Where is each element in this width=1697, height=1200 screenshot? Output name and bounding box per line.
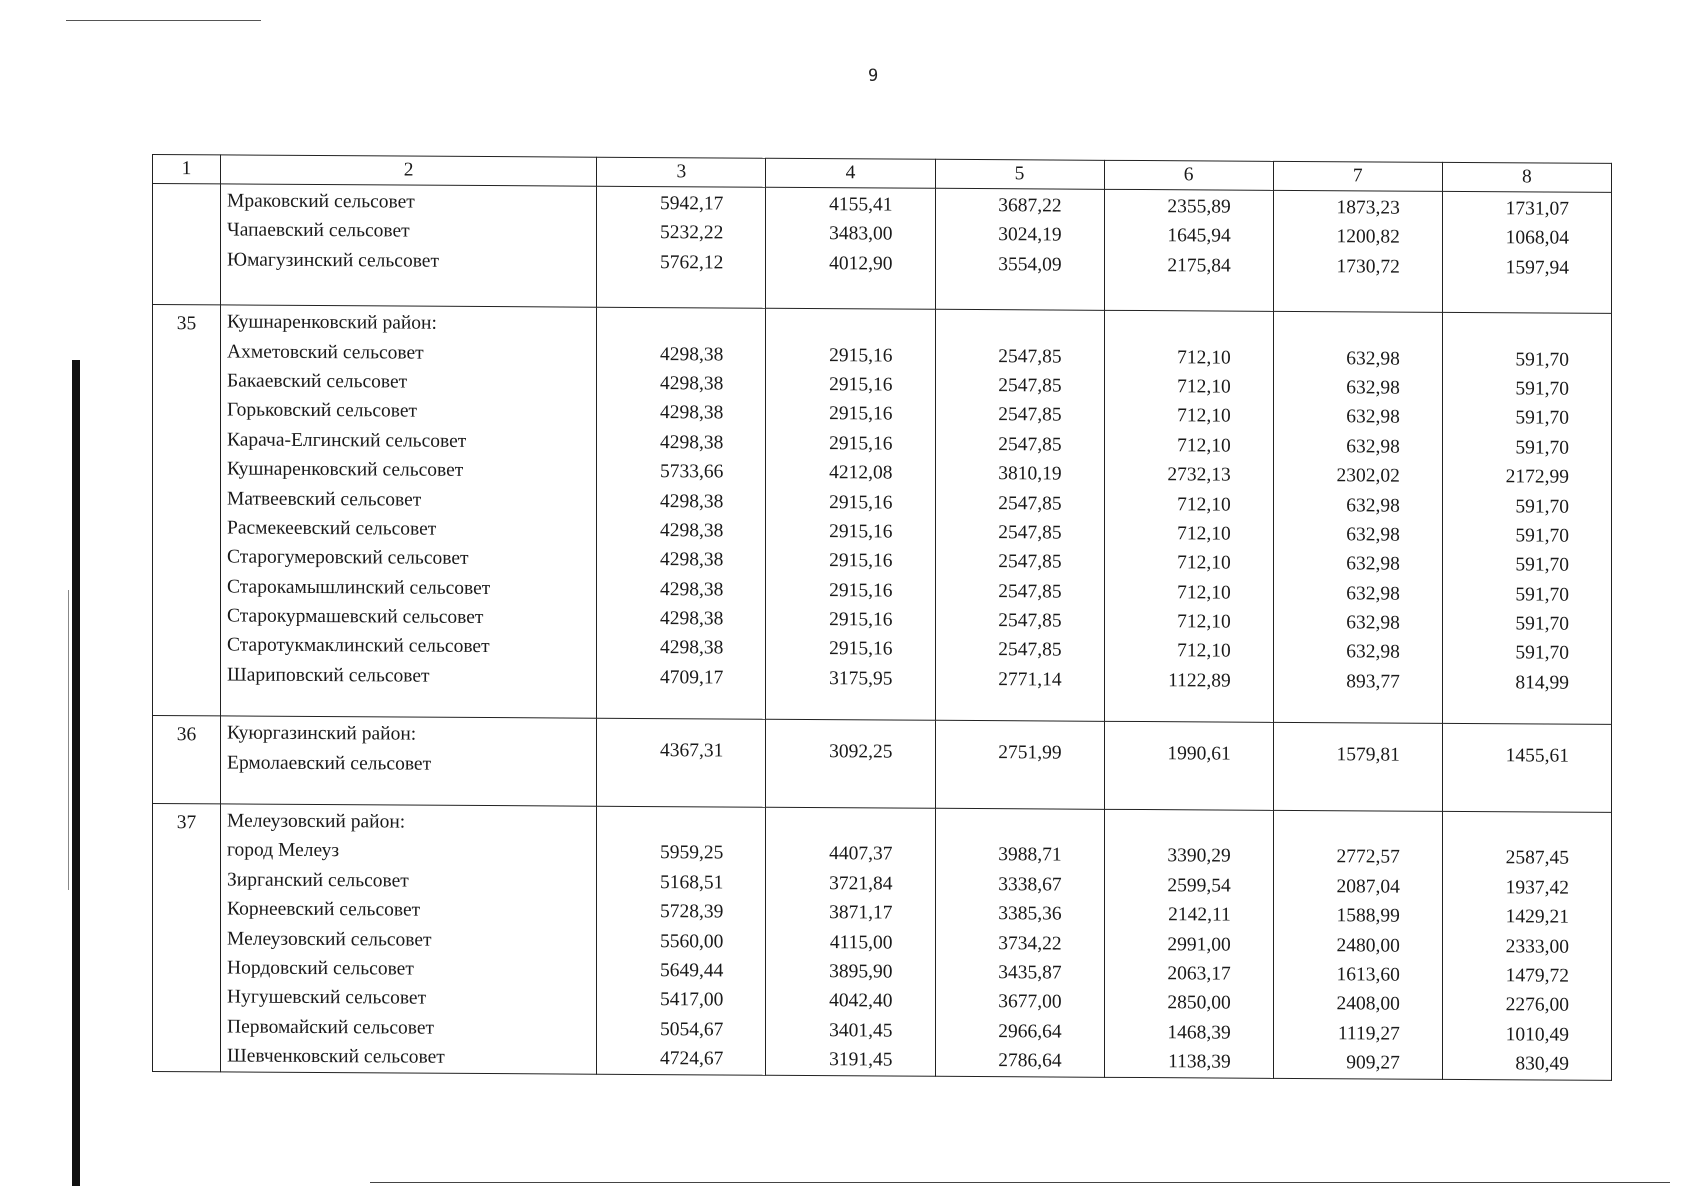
table-cell-value: 712,10 [1177, 346, 1231, 369]
section-names-cell [221, 184, 597, 307]
value-column-cell [1104, 722, 1273, 811]
header-cell: 2 [221, 155, 597, 186]
table-cell-value: 5232,22 [660, 222, 724, 244]
table-cell-value: 2915,16 [829, 432, 893, 455]
table-cell-value: 3024,19 [998, 224, 1062, 246]
table-cell-value: 2480,00 [1336, 934, 1400, 957]
table-cell-value: 2751,99 [998, 742, 1062, 764]
table-cell-value: 2915,16 [829, 609, 893, 631]
table-cell-value: 5728,39 [660, 901, 724, 923]
district-name: Кушнаренковский район: [227, 311, 437, 334]
table-cell-value: 632,98 [1346, 582, 1400, 605]
header-cell: 6 [1104, 160, 1273, 190]
value-column-cell [1442, 724, 1611, 813]
table-section-row [153, 305, 1612, 725]
table-cell-value: 1200,82 [1336, 226, 1400, 249]
settlement-name: Карача-Елгинский сельсовет [227, 429, 467, 452]
scan-artifact-left-thin-line [68, 590, 69, 890]
table-cell-value: 4298,38 [660, 431, 724, 454]
table-cell-value: 3338,67 [998, 873, 1062, 896]
table-cell-value: 2355,89 [1167, 196, 1231, 218]
table-cell-value: 632,98 [1346, 612, 1400, 634]
table-cell-value: 2599,54 [1167, 875, 1231, 897]
header-cell: 3 [597, 157, 766, 187]
table-cell-value: 4709,17 [660, 666, 724, 689]
table-cell-value: 5942,17 [660, 193, 724, 215]
value-column-cell [935, 808, 1104, 1077]
table-cell-value: 4298,38 [660, 402, 724, 424]
table-cell-value: 2408,00 [1336, 993, 1400, 1015]
table-cell-value: 591,70 [1515, 407, 1569, 429]
value-column-cell [1273, 810, 1442, 1079]
table-cell-value: 2302,02 [1336, 465, 1400, 487]
table-cell-value: 712,10 [1177, 405, 1231, 427]
table-cell-value: 2587,45 [1505, 847, 1569, 870]
table-cell-value: 3554,09 [998, 253, 1062, 276]
table-cell-value: 3734,22 [998, 932, 1062, 955]
settlement-name: Старогумеровский сельсовет [227, 546, 469, 570]
table-cell-value: 3435,87 [998, 962, 1062, 984]
table-cell-value: 4367,31 [660, 740, 724, 762]
table-cell-value: 3721,84 [829, 872, 893, 895]
table-cell-value: 830,49 [1515, 1053, 1569, 1075]
value-column-cell [766, 308, 935, 720]
scan-artifact-left-bar [72, 360, 80, 1186]
table-body [153, 155, 1612, 1080]
table-cell-value: 893,77 [1346, 671, 1400, 693]
table-cell-value: 3483,00 [829, 223, 893, 245]
table-cell-value: 2915,16 [829, 344, 893, 367]
table-cell-value: 4298,38 [660, 578, 724, 601]
table-cell-value: 3687,22 [998, 195, 1062, 217]
table-cell-value: 2087,04 [1336, 876, 1400, 898]
table-cell-value: 2547,85 [998, 433, 1062, 456]
section-number: 37 [176, 812, 197, 834]
table-cell-value: 2915,16 [829, 638, 893, 660]
settlement-name: Нордовский сельсовет [227, 957, 414, 980]
table-cell-value: 632,98 [1346, 347, 1400, 370]
table-cell-value: 4298,38 [660, 373, 724, 395]
value-column-cell [935, 188, 1104, 310]
settlement-name: Расмекеевский сельсовет [227, 517, 437, 540]
table-cell-value: 2333,00 [1505, 935, 1569, 958]
table-cell-value: 2732,13 [1167, 464, 1231, 486]
table-cell-value: 712,10 [1177, 523, 1231, 545]
table-cell-value: 632,98 [1346, 494, 1400, 517]
table-cell-value: 5733,66 [660, 461, 724, 483]
scan-artifact-top-line [66, 20, 261, 21]
table-cell-value: 712,10 [1177, 376, 1231, 398]
settlement-name: Бакаевский сельсовет [227, 370, 408, 393]
table-cell-value: 1455,61 [1505, 745, 1569, 767]
table-cell-value: 2547,85 [998, 610, 1062, 632]
table-cell-value: 2547,85 [998, 375, 1062, 397]
section-number-cell [153, 184, 221, 306]
settlement-name: Ермолаевский сельсовет [227, 752, 432, 775]
settlement-name: Шариповский сельсовет [227, 664, 430, 687]
table-cell-value: 632,98 [1346, 377, 1400, 399]
table-cell-value: 2915,16 [829, 403, 893, 425]
district-name: Мелеузовский район: [227, 810, 406, 833]
settlement-name: Ахметовский сельсовет [227, 341, 424, 364]
table-cell-value: 2915,16 [829, 579, 893, 602]
table-cell-value: 2915,16 [829, 550, 893, 572]
table-cell-value: 2547,85 [998, 639, 1062, 662]
table-cell-value: 3385,36 [998, 903, 1062, 925]
table-cell-value: 2915,16 [829, 491, 893, 514]
settlement-name: Старокамышлинский сельсовет [227, 576, 491, 599]
district-name: Куюргазинский район: [227, 722, 417, 745]
table-cell-value: 632,98 [1346, 641, 1400, 664]
table-cell-value: 4298,38 [660, 608, 724, 630]
table-cell-value: 591,70 [1515, 348, 1569, 371]
table-cell-value: 1873,23 [1336, 197, 1400, 219]
table-cell-value: 2771,14 [998, 669, 1062, 691]
table-cell-value: 1119,27 [1337, 1023, 1400, 1045]
value-column-cell [1273, 312, 1442, 724]
settlement-name: Нугушевский сельсовет [227, 986, 427, 1010]
table-cell-value: 5959,25 [660, 842, 724, 864]
table-cell-value: 632,98 [1346, 524, 1400, 546]
table-cell-value: 591,70 [1515, 525, 1569, 547]
table-cell-value: 2915,16 [829, 521, 893, 543]
table-cell-value: 5054,67 [660, 1018, 724, 1041]
table-cell-value: 909,27 [1346, 1052, 1400, 1074]
table-cell-value: 1479,72 [1505, 965, 1569, 987]
table-cell-value: 591,70 [1515, 642, 1569, 665]
table-cell-value: 5417,00 [660, 989, 724, 1011]
table-cell-value: 2547,85 [998, 580, 1062, 603]
table-cell-value: 2547,85 [998, 492, 1062, 515]
data-table [152, 154, 1612, 1080]
table-cell-value: 591,70 [1515, 554, 1569, 576]
table-cell-value: 4012,90 [829, 252, 893, 275]
table-cell-value: 2966,64 [998, 1020, 1062, 1043]
table-cell-value: 1068,04 [1505, 227, 1569, 250]
table-cell-value: 3191,45 [829, 1049, 893, 1071]
header-cell: 8 [1442, 162, 1611, 192]
settlement-name: Горьковский сельсовет [227, 399, 418, 422]
table-cell-value: 2991,00 [1167, 933, 1231, 956]
table-cell-value: 2772,57 [1336, 846, 1400, 869]
table-cell-value: 4298,38 [660, 520, 724, 542]
table-section-row [153, 804, 1612, 1080]
table-cell-value: 2175,84 [1167, 254, 1231, 277]
scan-artifact-bottom-line [370, 1182, 1670, 1183]
section-number: 35 [176, 313, 197, 335]
settlement-name: Корнеевский сельсовет [227, 898, 421, 921]
table-cell-value: 2276,00 [1505, 994, 1569, 1017]
table-cell-value: 4298,38 [660, 549, 724, 571]
value-column-cell [766, 720, 935, 809]
settlement-name: Юмагузинский сельсовет [227, 249, 439, 272]
table-cell-value: 3895,90 [829, 961, 893, 983]
table-cell-value: 712,10 [1177, 434, 1231, 457]
table-cell-value: 2063,17 [1167, 963, 1231, 985]
table-cell-value: 3810,19 [998, 463, 1062, 485]
value-column-cell [597, 307, 766, 719]
table-cell-value: 3988,71 [998, 844, 1062, 866]
table-cell-value: 1937,42 [1505, 877, 1569, 899]
section-names-cell [221, 804, 597, 1074]
section-number-cell [153, 716, 221, 804]
table-cell-value: 1731,07 [1505, 198, 1569, 220]
table-cell-value: 1645,94 [1167, 225, 1231, 247]
settlement-name: Старокурмашевский сельсовет [227, 605, 484, 629]
table-section-row [153, 716, 1612, 813]
table-cell-value: 712,10 [1177, 611, 1231, 633]
table-cell-value: 2547,85 [998, 551, 1062, 573]
table-cell-value: 632,98 [1346, 553, 1400, 575]
value-column-cell [597, 718, 766, 807]
value-column-cell [1104, 310, 1273, 722]
table-cell-value: 591,70 [1515, 613, 1569, 635]
table-cell-value: 2172,99 [1505, 466, 1569, 488]
table-cell-value: 5560,00 [660, 930, 724, 953]
section-number: 36 [176, 724, 197, 746]
value-column-cell [935, 309, 1104, 721]
table-cell-value: 4155,41 [829, 194, 893, 216]
settlement-name: Матвеевский сельсовет [227, 487, 422, 511]
value-column-cell [1273, 723, 1442, 812]
table-cell-value: 3390,29 [1167, 845, 1231, 868]
table-cell-value: 1588,99 [1336, 905, 1400, 927]
table-cell-value: 2850,00 [1167, 992, 1231, 1014]
value-column-cell [1273, 190, 1442, 312]
table-cell-value: 1429,21 [1505, 906, 1569, 928]
section-names-cell [221, 716, 597, 806]
value-column-cell [935, 721, 1104, 810]
table-cell-value: 3175,95 [829, 667, 893, 690]
table-cell-value: 2547,85 [998, 522, 1062, 544]
table-cell-value: 1990,61 [1167, 743, 1231, 765]
value-column-cell [1442, 313, 1611, 725]
table-cell-value: 4212,08 [829, 462, 893, 484]
table-cell-value: 4298,38 [660, 343, 724, 366]
settlement-name: Мелеузовский сельсовет [227, 928, 432, 951]
table-cell-value: 5649,44 [660, 960, 724, 982]
table-cell-value: 2547,85 [998, 404, 1062, 426]
table-cell-value: 4298,38 [660, 490, 724, 513]
value-column-cell [1442, 811, 1611, 1080]
settlement-name: Старотукмаклинский сельсовет [227, 634, 490, 658]
table-cell-value: 1468,39 [1167, 1021, 1231, 1044]
header-cell: 4 [766, 158, 935, 188]
table-cell-value: 1010,49 [1505, 1024, 1569, 1046]
header-cell: 7 [1273, 161, 1442, 191]
table-cell-value: 3871,17 [829, 902, 893, 924]
settlement-name: Первомайский сельсовет [227, 1016, 434, 1039]
value-column-cell [1104, 189, 1273, 311]
table-cell-value: 2915,16 [829, 374, 893, 396]
section-number-cell [153, 305, 221, 716]
value-column-cell [597, 186, 766, 308]
settlement-name: Зирганский сельсовет [227, 869, 409, 892]
table-cell-value: 4724,67 [660, 1048, 724, 1070]
table-cell-value: 712,10 [1177, 581, 1231, 604]
section-names-cell [221, 305, 597, 718]
table-cell-value: 712,10 [1177, 552, 1231, 574]
table-cell-value: 632,98 [1346, 436, 1400, 458]
table-cell-value: 2547,85 [998, 345, 1062, 368]
table-cell-value: 4298,38 [660, 637, 724, 659]
table-cell-value: 1122,89 [1168, 670, 1231, 692]
value-column-cell [766, 187, 935, 309]
table-cell-value: 4115,00 [829, 931, 893, 954]
table-cell-value: 4407,37 [829, 843, 893, 865]
settlement-name: Мраковский сельсовет [227, 190, 415, 213]
table-cell-value: 3677,00 [998, 991, 1062, 1013]
table-cell-value: 591,70 [1515, 584, 1569, 606]
table-cell-value: 814,99 [1515, 672, 1569, 694]
page-number: 9 [868, 66, 879, 86]
table-cell-value: 1597,94 [1505, 257, 1569, 279]
table-cell-value: 591,70 [1515, 437, 1569, 459]
settlement-name: Чапаевский сельсовет [227, 219, 410, 242]
table-section-row [153, 184, 1612, 314]
table-cell-value: 1613,60 [1336, 964, 1400, 986]
table-cell-value: 1138,39 [1168, 1051, 1231, 1073]
table-cell-value: 2142,11 [1168, 904, 1231, 926]
table-cell-value: 591,70 [1515, 495, 1569, 518]
table-cell-value: 4042,40 [829, 990, 893, 1012]
table-cell-value: 3092,25 [829, 741, 893, 763]
table-cell-value: 5168,51 [660, 871, 724, 894]
value-column-cell [766, 807, 935, 1076]
table-cell-value: 712,10 [1177, 493, 1231, 516]
table-cell-value: 5762,12 [660, 251, 724, 274]
value-column-cell [597, 806, 766, 1075]
settlement-name: город Мелеуз [227, 839, 340, 862]
settlement-name: Шевченковский сельсовет [227, 1045, 445, 1068]
table-cell-value: 1579,81 [1336, 744, 1400, 766]
table-cell-value: 712,10 [1177, 640, 1231, 663]
table-cell-value: 2786,64 [998, 1050, 1062, 1072]
header-cell: 5 [935, 159, 1104, 189]
header-cell: 1 [153, 155, 221, 184]
value-column-cell [1104, 809, 1273, 1078]
table-cell-value: 591,70 [1515, 378, 1569, 400]
table-cell-value: 632,98 [1346, 406, 1400, 428]
section-number-cell [153, 804, 221, 1072]
table-cell-value: 3401,45 [829, 1019, 893, 1042]
table-cell-value: 1730,72 [1336, 256, 1400, 278]
value-column-cell [1442, 191, 1611, 313]
settlement-name: Кушнаренковский сельсовет [227, 458, 464, 482]
